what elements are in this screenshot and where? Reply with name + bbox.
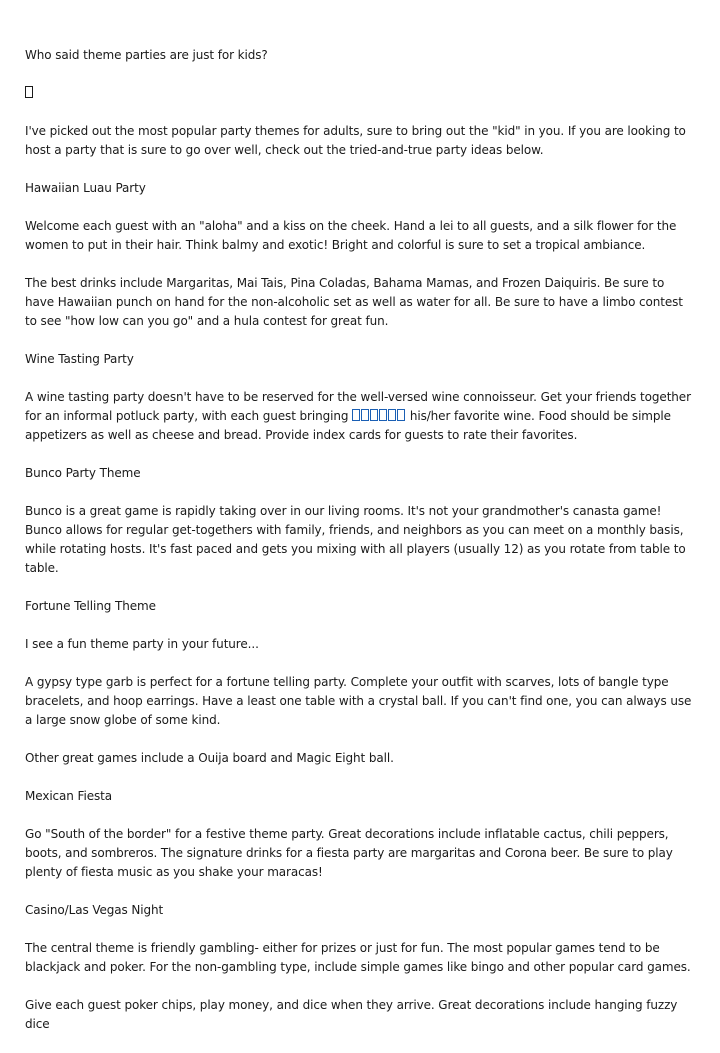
wine-text-before-link: A wine tasting party doesn't have to be reserved for the well-versed wine connoisseur. Get your friends together for an informal potluck party, with each guest bringing: [25, 390, 691, 423]
wine-heading: Wine Tasting Party: [25, 352, 134, 366]
hawaiian-heading: Hawaiian Luau Party: [25, 181, 146, 195]
wine-text-after-link: his/her favorite wine. Food should be simple appetizers as well as cheese and bread. Provide index cards for guests to rate their favorites.: [25, 409, 671, 442]
document-body: [25, 46, 693, 1053]
fortune-paragraph-1: I see a fun theme party in your future...: [25, 637, 259, 651]
inline-link[interactable]: [352, 409, 406, 423]
fortune-paragraph-3: Other great games include a Ouija board and Magic Eight ball.: [25, 751, 394, 765]
missing-glyph-icon: [25, 86, 33, 98]
hawaiian-paragraph-1: Welcome each guest with an "aloha" and a kiss on the cheek. Hand a lei to all guests, and a silk flower for the women to put in their hair. Think balmy and exotic! Bright and colorful is sure to set a tropical ambiance.: [25, 219, 677, 252]
intro-line: Who said theme parties are just for kids?: [25, 48, 268, 62]
bunco-paragraph-1: Bunco is a great game is rapidly taking over in our living rooms. It's not your grandmother's canasta game! Bunco allows for regular get-togethers with family, friends, and neighbors as you can meet on a monthly basis, while rotating hosts. It's fast paced and gets you mixing with all players (usually 12) as you rotate from table to table.: [25, 504, 686, 575]
casino-paragraph-2: Give each guest poker chips, play money, and dice when they arrive. Great decorations include hanging fuzzy dice: [25, 998, 678, 1031]
casino-paragraph-1: The central theme is friendly gambling- either for prizes or just for fun. The most popular games tend to be blackjack and poker. For the non-gambling type, include simple games like bingo and other popular card games.: [25, 941, 691, 974]
hawaiian-paragraph-2: The best drinks include Margaritas, Mai Tais, Pina Coladas, Bahama Mamas, and Frozen Daiquiris. Be sure to have Hawaiian punch on hand for the non-alcoholic set as well as water for all. Be sure to have a limbo contest to see "how low can you go" and a hula contest for great fun.: [25, 276, 683, 328]
wine-paragraph-1: [25, 388, 693, 445]
mexican-heading: Mexican Fiesta: [25, 789, 112, 803]
missing-glyph-line: [25, 84, 693, 103]
lead-paragraph: I've picked out the most popular party themes for adults, sure to bring out the "kid" in you. If you are looking to host a party that is sure to go over well, check out the tried-and-true party ideas below.: [25, 124, 686, 157]
mexican-paragraph-1: Go "South of the border" for a festive theme party. Great decorations include inflatable cactus, chili peppers, boots, and sombreros. The signature drinks for a fiesta party are margaritas and Corona beer. Be sure to play plenty of fiesta music as you shake your maracas!: [25, 827, 673, 879]
link-glyph-boxes: [352, 407, 406, 426]
fortune-heading: Fortune Telling Theme: [25, 599, 156, 613]
casino-heading: Casino/Las Vegas Night: [25, 903, 164, 917]
bunco-heading: Bunco Party Theme: [25, 466, 141, 480]
fortune-paragraph-2: A gypsy type garb is perfect for a fortune telling party. Complete your outfit with scarves, lots of bangle type bracelets, and hoop earrings. Have a least one table with a crystal ball. If you can't find one, you can always use a large snow globe of some kind.: [25, 675, 692, 727]
